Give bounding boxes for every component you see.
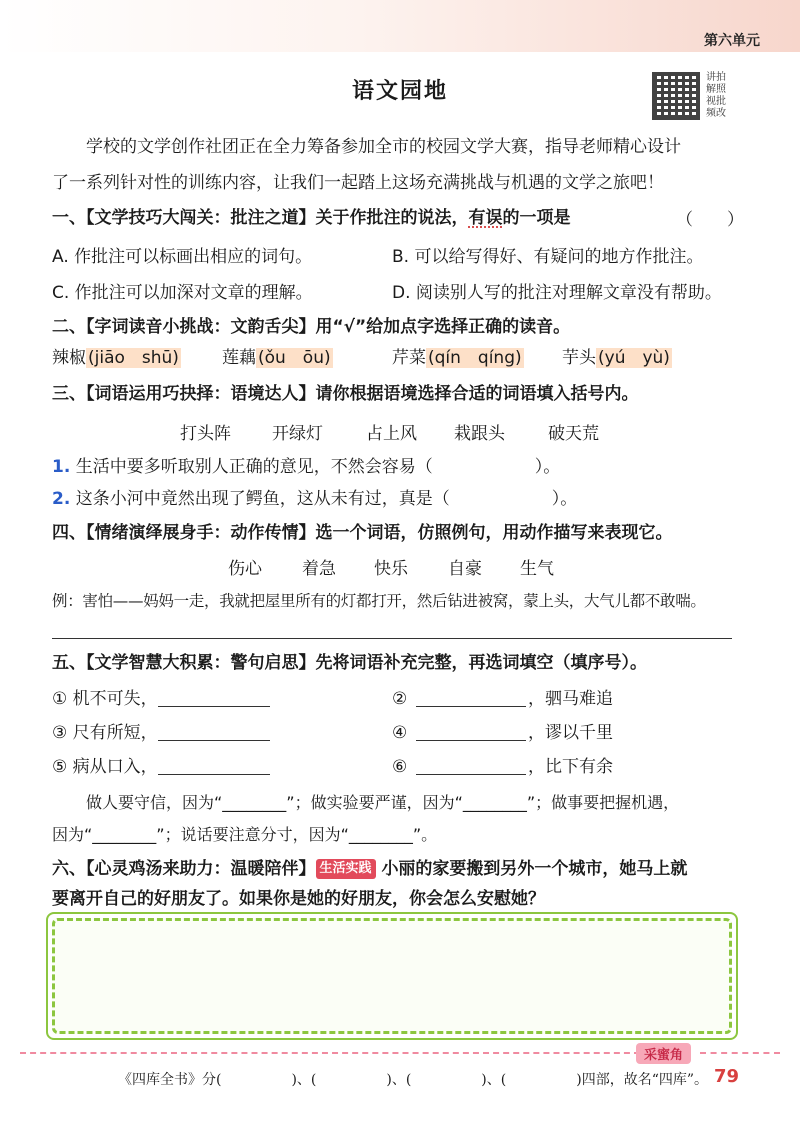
q5-item-2: ② xyxy=(392,689,408,709)
q4-word-3: 快乐 xyxy=(374,559,408,579)
q6-line-2: 要离开自己的好朋友了。如果你是她的好朋友，你会怎么安慰她？ xyxy=(52,889,545,909)
footer-divider xyxy=(20,1052,640,1054)
q5-blank-5[interactable] xyxy=(158,774,270,775)
q1-option-a[interactable]: A. 作批注可以标画出相应的词句。 xyxy=(52,247,313,267)
q5-blank-1[interactable] xyxy=(158,706,270,707)
q3-item-1[interactable]: 1. 生活中要多听取别人正确的意见，不然会容易（ ）。 xyxy=(52,457,561,477)
q4-answer-line[interactable] xyxy=(52,638,732,639)
q1-answer-paren[interactable]: （ ） xyxy=(676,210,744,230)
q6-answer-box[interactable] xyxy=(52,918,732,1034)
intro-line-2: 了一系列针对性的训练内容，让我们一起踏上这场充满挑战与机遇的文学之旅吧！ xyxy=(52,173,664,193)
unit-label: 第六单元 xyxy=(704,33,760,49)
q4-word-5: 生气 xyxy=(520,559,554,579)
q3-word-1: 打头阵 xyxy=(180,424,231,444)
q4-heading: 四、【情绪演绎展身手：动作传情】选一个词语，仿照例句，用动作描写来表现它。 xyxy=(52,523,673,543)
footer-divider-right xyxy=(700,1052,780,1054)
q5-item-3: ③ 尺有所短， xyxy=(52,723,158,743)
q3-word-4: 栽跟头 xyxy=(454,424,505,444)
q1-option-d[interactable]: D. 阅读别人写的批注对理解文章没有帮助。 xyxy=(392,283,722,303)
q5-tail-4: ，谬以千里 xyxy=(528,723,613,743)
intro-line-1: 学校的文学创作社团正在全力筹备参加全市的校园文学大赛，指导老师精心设计 xyxy=(86,137,681,157)
q2-item-1[interactable]: 辣椒 (jiāo shū) xyxy=(52,348,179,368)
q2-item-4[interactable]: 芋头 (yú yù) xyxy=(562,348,670,368)
q5-item-4: ④ xyxy=(392,723,408,743)
qr-code-icon[interactable] xyxy=(652,72,700,120)
q5-blank-6[interactable] xyxy=(416,774,526,775)
q5-item-1: ① 机不可失， xyxy=(52,689,158,709)
q4-word-1: 伤心 xyxy=(228,559,262,579)
q5-blank-4[interactable] xyxy=(416,740,526,741)
q5-item-6: ⑥ xyxy=(392,757,408,777)
q2-item-3[interactable]: 芹菜 (qín qíng) xyxy=(392,348,522,368)
q5-fill-line-1[interactable]: 做人要守信，因为“________”；做实验要严谨，因为“________”；做事要把握机遇， xyxy=(86,793,680,812)
q1-option-b[interactable]: B. 可以给写得好、有疑问的地方作批注。 xyxy=(392,247,704,267)
q3-heading: 三、【词语运用巧抉择：语境达人】请你根据语境选择合适的词语填入括号内。 xyxy=(52,384,639,404)
page-title: 语文园地 xyxy=(351,79,448,104)
q1-option-c[interactable]: C. 作批注可以加深对文章的理解。 xyxy=(52,283,313,303)
q3-word-3: 占上风 xyxy=(366,424,417,444)
q5-item-5: ⑤ 病从口入， xyxy=(52,757,158,777)
q5-fill-line-2[interactable]: 因为“________”；说话要注意分寸，因为“________”。 xyxy=(52,825,438,844)
q5-blank-3[interactable] xyxy=(158,740,270,741)
q4-example: 例：害怕——妈妈一走，我就把屋里所有的灯都打开，然后钻进被窝，蒙上头，大气儿都不敢喘。 xyxy=(52,592,706,610)
life-practice-badge: 生活实践 xyxy=(316,859,376,879)
footer-question: 《四库全书》分( )、( )、( )、( )四部，故名“四库”。 xyxy=(118,1072,709,1088)
q5-tail-6: ，比下有余 xyxy=(528,757,613,777)
q3-word-2: 开绿灯 xyxy=(272,424,323,444)
q6-heading: 六、【心灵鸡汤来助力：温暖陪伴】 生活实践 小丽的家要搬到另外一个城市，她马上就 xyxy=(52,859,688,879)
q2-heading: 二、【字词读音小挑战：文韵舌尖】用“√”给加点字选择正确的读音。 xyxy=(52,317,571,337)
page-number: 79 xyxy=(714,1066,740,1087)
q4-word-2: 着急 xyxy=(302,559,336,579)
q4-word-4: 自豪 xyxy=(448,559,482,579)
top-band xyxy=(0,0,800,52)
q1-heading: 一、【文学技巧大闯关：批注之道】关于作批注的说法，有误的一项是 xyxy=(52,208,571,228)
q1-emphasis: 有误 xyxy=(468,208,503,228)
q5-tail-2: ，驷马难追 xyxy=(528,689,613,709)
q3-item-2[interactable]: 2. 这条小河中竟然出现了鳄鱼，这从未有过，真是（ ）。 xyxy=(52,489,578,509)
q3-word-5: 破天荒 xyxy=(548,424,599,444)
q5-heading: 五、【文学智慧大积累：警句启思】先将词语补充完整，再选词填空（填序号）。 xyxy=(52,653,647,673)
q2-item-2[interactable]: 莲藕 (ǒu ōu) xyxy=(222,348,331,368)
q5-blank-2[interactable] xyxy=(416,706,526,707)
footer-tag: 采蜜角 xyxy=(636,1043,691,1064)
qr-label: 讲拍解照视批频改 xyxy=(706,72,726,119)
